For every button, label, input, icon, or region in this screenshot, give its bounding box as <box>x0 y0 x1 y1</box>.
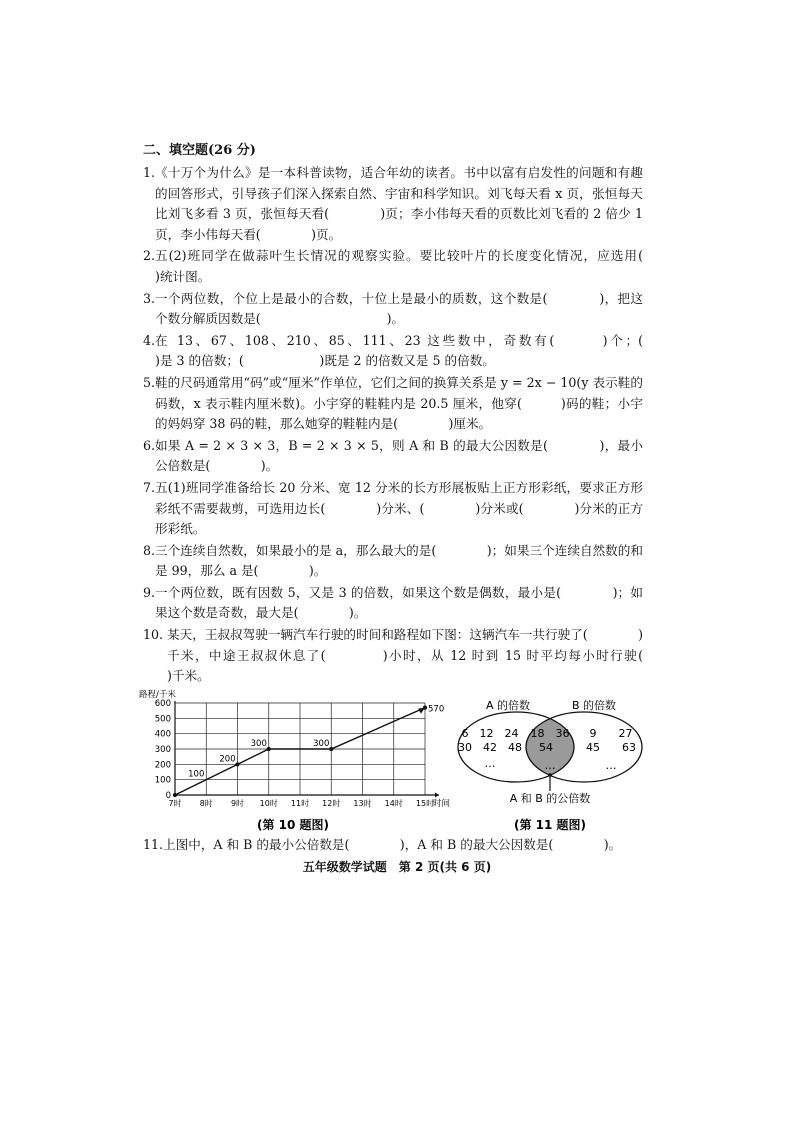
question-text: 如果 A = 2 × 3 × 3，B = 2 × 3 × 5，则 A 和 B 的最大公因数是( )，最小公倍数是( )。 <box>155 437 643 474</box>
question-number: 8. <box>143 542 156 558</box>
page-footer: 五年级数学试题 第 2 页(共 6 页) <box>302 860 492 874</box>
question-8 <box>143 541 643 582</box>
question-text: 一个两位数，既有因数 5，又是 3 的倍数，如果这个数是偶数，最小是( )；如果这个数是奇数，最大是( )。 <box>155 584 643 621</box>
fig11-venn-diagram <box>456 698 646 835</box>
x-tick-label: 12时 <box>322 798 341 808</box>
y-tick-label: 100 <box>154 775 171 786</box>
pointer-dot <box>548 773 552 777</box>
question-5 <box>143 373 643 435</box>
set-a-dots: … <box>484 756 496 770</box>
question-10 <box>143 625 694 687</box>
set-a-numbers-row1: 6 12 24 <box>461 726 519 740</box>
point-value-label: 570 <box>428 704 445 715</box>
fig10-line-chart <box>139 689 451 835</box>
x-axis-label: 时间 <box>433 798 451 809</box>
x-tick-label: 15时 <box>415 798 435 808</box>
question-list <box>143 163 732 687</box>
common-numbers-row2: 54 <box>539 740 553 754</box>
x-axis-arrow <box>435 792 439 797</box>
fig11-svg <box>456 698 646 835</box>
question-number: 9. <box>143 584 156 600</box>
set-b-dots: … <box>605 758 617 772</box>
point-value-label: 300 <box>313 738 330 749</box>
y-tick-label: 200 <box>154 760 171 771</box>
question-number: 7. <box>143 479 156 495</box>
set-b-numbers-row2: 45 63 <box>586 740 636 754</box>
y-tick-label: 300 <box>154 744 171 755</box>
question-text: 五(2)班同学在做蒜叶生长情况的观察实验。要比较叶片的长度变化情况，应选用( )统计图。 <box>155 248 694 284</box>
question-text: 在 13、67、108、210、85、111、23 这些数中，奇数有( )个；( )是 3 的倍数；( )既是 2 的倍数又是 5 的倍数。 <box>155 332 732 369</box>
question-2 <box>143 246 694 287</box>
data-point <box>267 747 271 751</box>
y-tick-label: 0 <box>165 790 171 801</box>
question-text: 三个连续自然数，如果最小的是 a，那么最大的是( )；如果三个连续自然数的和是 99，那么 a 是( )。 <box>155 542 643 579</box>
question-6 <box>143 436 643 477</box>
question-1 <box>143 163 643 245</box>
question-number: 3. <box>143 290 156 306</box>
figures-row <box>139 689 643 835</box>
question-11 <box>143 835 643 856</box>
common-multiples-label: A 和 B 的公倍数 <box>509 791 591 805</box>
question-text: 上图中，A 和 B 的最小公倍数是( )，A 和 B 的最大公因数是( )。 <box>163 836 622 852</box>
question-number: 1. <box>143 165 156 180</box>
point-value-label: 100 <box>188 769 205 780</box>
y-tick-label: 400 <box>154 729 171 740</box>
data-point <box>329 747 333 751</box>
question-text: 某天，王叔叔驾驶一辆汽车行驶的时间和路程如下图：这辆汽车一共行驶了( )千米，中途王叔叔休息了( )小时，从 12 时到 15 时平均每小时行驶( )千米。 <box>167 627 694 684</box>
x-tick-label: 8时 <box>199 798 213 808</box>
question-number: 4. <box>143 332 156 348</box>
question-4 <box>143 331 732 372</box>
y-tick-label: 500 <box>154 714 171 725</box>
fig10-caption: (第 10 题图) <box>256 817 330 832</box>
x-tick-label: 9时 <box>230 798 245 808</box>
content <box>139 141 732 856</box>
x-tick-label: 7时 <box>168 798 182 808</box>
point-value-label: 200 <box>219 754 236 765</box>
fig10-svg <box>139 689 451 835</box>
point-value-label: 300 <box>250 738 267 749</box>
question-number: 11. <box>143 836 164 852</box>
common-dots: … <box>544 758 556 772</box>
y-axis-label: 路程/千米 <box>139 689 176 700</box>
set-a-label: A 的倍数 <box>485 698 531 712</box>
x-tick-label: 11时 <box>290 798 310 808</box>
question-text: 五(1)班同学准备给长 20 分米、宽 12 分米的长方形展板贴上正方形彩纸，要求正方形彩纸不需要裁剪，可选用边长( )分米、( )分米或( )分米的正方形彩纸。 <box>155 479 643 537</box>
set-a-numbers-row2: 30 42 48 <box>458 740 522 754</box>
x-tick-label: 13时 <box>353 798 372 808</box>
question-text: 鞋的尺码通常用“码”或“厘米”作单位，它们之间的换算关系是 y = 2x − 10(y 表示鞋的码数，x 表示鞋内厘米数)。小宇穿的鞋鞋内是 20.5 厘米，他穿( )码的鞋；小宇的妈妈穿 38 码的鞋，那么她穿的鞋鞋内是( )厘米。 <box>155 374 643 432</box>
set-b-label: B 的倍数 <box>571 698 617 712</box>
question-number: 2. <box>143 248 156 264</box>
y-tick-label: 600 <box>154 698 171 709</box>
question-3 <box>143 289 643 330</box>
common-numbers-row1: 18 36 <box>530 726 570 740</box>
question-text: 一个两位数，个位上是最小的合数，十位上是最小的质数，这个数是( )，把这个数分解质因数是( )。 <box>155 290 643 327</box>
section-title: 二、填空题(26 分) <box>143 143 256 158</box>
x-tick-label: 10时 <box>259 798 278 808</box>
x-tick-label: 14时 <box>384 798 403 808</box>
question-7 <box>143 478 643 540</box>
question-9 <box>143 583 643 624</box>
set-b-numbers-row1: 9 27 <box>589 726 633 740</box>
question-text: 《十万个为什么》是一本科普读物，适合年幼的读者。书中以富有启发性的问题和有趣的回答形式，引导孩子们深入探索自然、宇宙和科学知识。刘飞每天看 x 页，张恒每天比刘飞多看 3 页，张恒每天看( )页；李小伟每天看的页数比刘飞看的 2 倍少 1 页，李小伟每天看( )页。 <box>155 165 643 242</box>
data-point <box>235 762 239 766</box>
question-number: 6. <box>143 437 156 453</box>
question-number: 10. <box>143 627 168 643</box>
question-number: 5. <box>143 374 156 390</box>
data-point <box>173 793 177 797</box>
fig11-caption: (第 11 题图) <box>513 817 587 832</box>
